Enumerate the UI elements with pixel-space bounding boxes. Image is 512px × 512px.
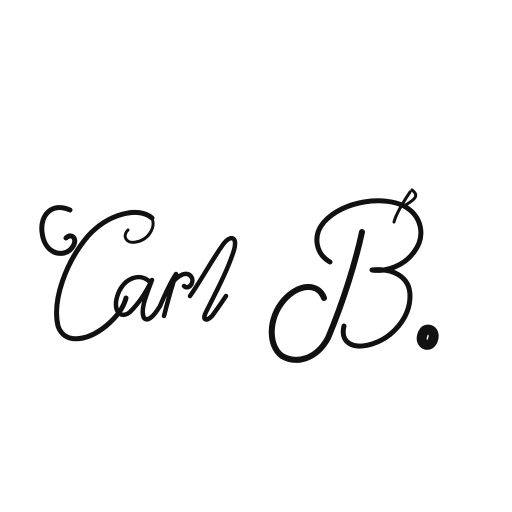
- letter-l: [190, 238, 235, 319]
- signature-first-name: [42, 208, 235, 339]
- period-dot: [422, 330, 434, 345]
- letter-c-upper: [42, 208, 152, 339]
- letter-a: [116, 277, 160, 319]
- letter-r: [160, 274, 192, 316]
- signature-last-initial: [272, 190, 434, 360]
